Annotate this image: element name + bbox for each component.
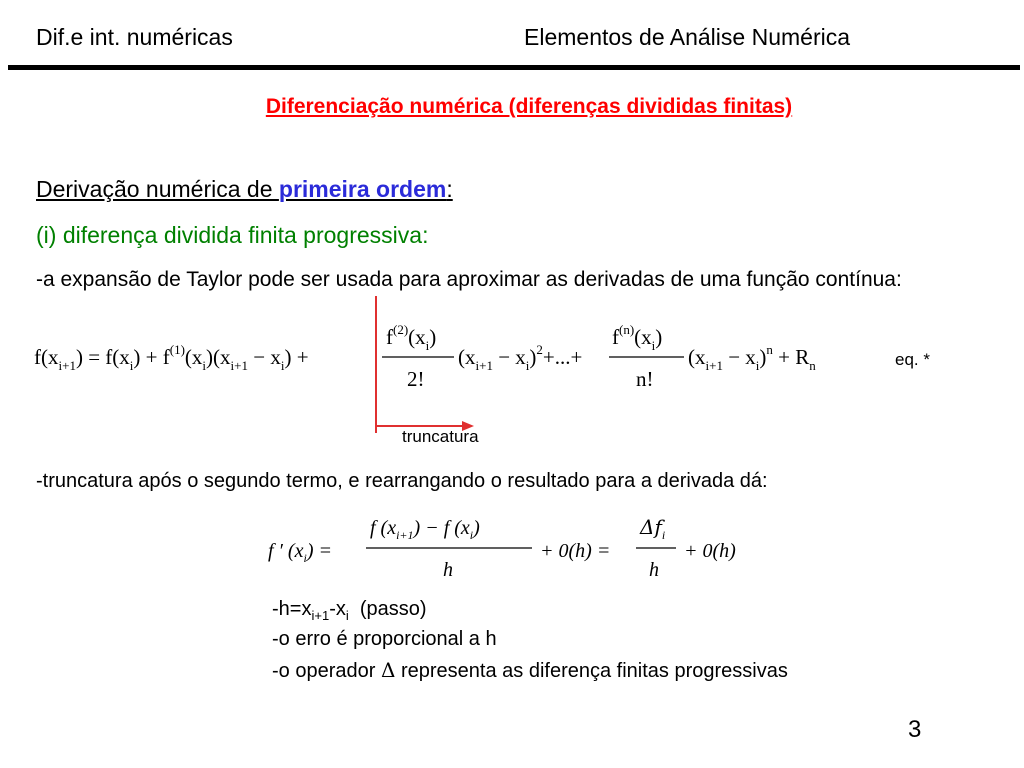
eq2-term: + 0(h) xyxy=(684,540,736,562)
eq1-frac-num: ) xyxy=(655,325,663,349)
eq1-subscript: i+1 xyxy=(475,358,493,373)
eq1-term: ) xyxy=(759,345,767,369)
svg-text:f (xi+1) − f (xi) xyxy=(370,517,480,542)
section-heading-highlight: primeira ordem xyxy=(278,176,447,202)
eq1-superscript: n xyxy=(766,342,773,357)
eq1-subscript: i xyxy=(202,358,207,373)
slide-title: Diferenciação numérica (diferenças divididas finitas) xyxy=(265,95,793,118)
eq2-subscript: i xyxy=(661,528,666,542)
truncation-label: truncatura xyxy=(402,427,479,446)
eq1-term: ) + xyxy=(284,345,309,369)
eq1-subscript: i xyxy=(525,358,530,373)
eq1-subscript: n xyxy=(809,358,816,373)
eq2-frac-num: ) xyxy=(473,517,480,539)
header-left-title: Dif.e int. numéricas xyxy=(36,24,233,50)
eq1-subscript: i xyxy=(129,358,134,373)
note-text: -o operador xyxy=(272,660,381,682)
eq1-frac-den: n! xyxy=(636,367,654,391)
section-heading xyxy=(36,176,453,203)
svg-text:f(xi+1) = f(xi) + f(1)(xi)(xi+ xyxy=(34,342,309,373)
eq2-frac-num: ) − f (x xyxy=(413,517,470,539)
eq1-term: (x xyxy=(688,345,706,369)
eq2-frac-num: f (x xyxy=(370,517,397,539)
eq1-subscript: i+1 xyxy=(58,358,76,373)
eq1-term: ) + f xyxy=(133,345,170,369)
eq1-frac-num: f xyxy=(612,325,619,349)
note-delta-operator xyxy=(272,658,788,683)
eq1-superscript: (2) xyxy=(393,322,409,337)
eq1-term: − x xyxy=(722,345,756,369)
subsection-heading: (i) diferença dividida finita progressiva: xyxy=(36,222,429,248)
eq2-term: + 0(h) = xyxy=(540,540,611,562)
section-heading-text: Derivação numérica de xyxy=(36,176,279,202)
eq1-term: ) = f(x xyxy=(75,345,130,369)
eq1-term: + R xyxy=(772,345,810,369)
eq1-subscript: i+1 xyxy=(230,358,248,373)
note-text: representa as diferença finitas progressivas xyxy=(395,660,788,682)
eq2-subscript: i xyxy=(469,528,474,542)
equation-label: eq. * xyxy=(895,350,930,369)
svg-text:(xi+1 − xi)n + Rn xyxy=(688,342,816,373)
eq2-frac-den: h xyxy=(649,559,659,581)
eq2-frac-den: h xyxy=(443,559,453,581)
delta-symbol: Δ xyxy=(380,658,396,682)
page-number: 3 xyxy=(908,716,922,743)
eq1-term: (x xyxy=(184,345,203,369)
truncation-explanation: -truncatura após o segundo termo, e rearrangando o resultado para a derivada dá: xyxy=(36,470,768,492)
eq1-term: − x xyxy=(248,345,281,369)
note-subscript: i xyxy=(345,608,349,623)
note-subscript: i+1 xyxy=(311,608,330,623)
header-right-title: Elementos de Análise Numérica xyxy=(524,24,850,50)
eq2-frac-num: Δf xyxy=(640,516,662,539)
truncation-line xyxy=(375,296,377,433)
svg-text:f(n)(xi) xyxy=(612,322,662,353)
eq1-frac-den: 2! xyxy=(407,367,425,391)
eq1-subscript: i xyxy=(755,358,760,373)
eq1-subscript: i xyxy=(425,338,430,353)
eq1-subscript: i+1 xyxy=(705,358,723,373)
eq2-term: f ′ (x xyxy=(268,540,304,562)
eq1-term: ) xyxy=(529,345,537,369)
note-text: -h=x xyxy=(272,598,312,620)
eq1-superscript: (1) xyxy=(169,342,185,357)
note-text: -x xyxy=(329,598,346,620)
note-step-size xyxy=(272,598,427,621)
eq2-subscript: i xyxy=(303,551,307,565)
eq1-term: − x xyxy=(492,345,526,369)
note-error: -o erro é proporcional a h xyxy=(272,628,497,650)
taylor-expansion-equation xyxy=(34,318,874,398)
svg-text:f(2)(xi) xyxy=(386,322,436,353)
eq2-term: ) = xyxy=(306,540,332,562)
intro-paragraph: -a expansão de Taylor pode ser usada para aproximar as derivadas de uma função contínua: xyxy=(36,268,902,291)
eq1-term: +...+ xyxy=(542,345,583,369)
eq1-subscript: i xyxy=(280,358,285,373)
eq1-superscript: 2 xyxy=(536,342,543,357)
eq1-term: f(x xyxy=(34,345,59,369)
eq1-frac-num: ) xyxy=(429,325,437,349)
forward-difference-equation xyxy=(268,516,768,586)
eq1-subscript: i xyxy=(651,338,656,353)
eq1-term: (x xyxy=(458,345,476,369)
svg-text:f ′ (xi) = xyxy=(268,540,332,565)
eq1-term: )(x xyxy=(206,345,231,369)
note-text: (passo) xyxy=(348,598,427,620)
eq1-frac-num: f xyxy=(386,325,393,349)
svg-text:(xi+1 − xi)2+...+ xyxy=(458,342,582,373)
eq1-superscript: (n) xyxy=(619,322,635,337)
svg-text:Δfi xyxy=(639,516,665,542)
eq1-frac-num: (x xyxy=(408,325,426,349)
header-rule xyxy=(8,65,1020,70)
eq2-subscript: i+1 xyxy=(396,528,414,542)
eq1-frac-num: (x xyxy=(634,325,652,349)
section-heading-colon: : xyxy=(446,176,453,202)
